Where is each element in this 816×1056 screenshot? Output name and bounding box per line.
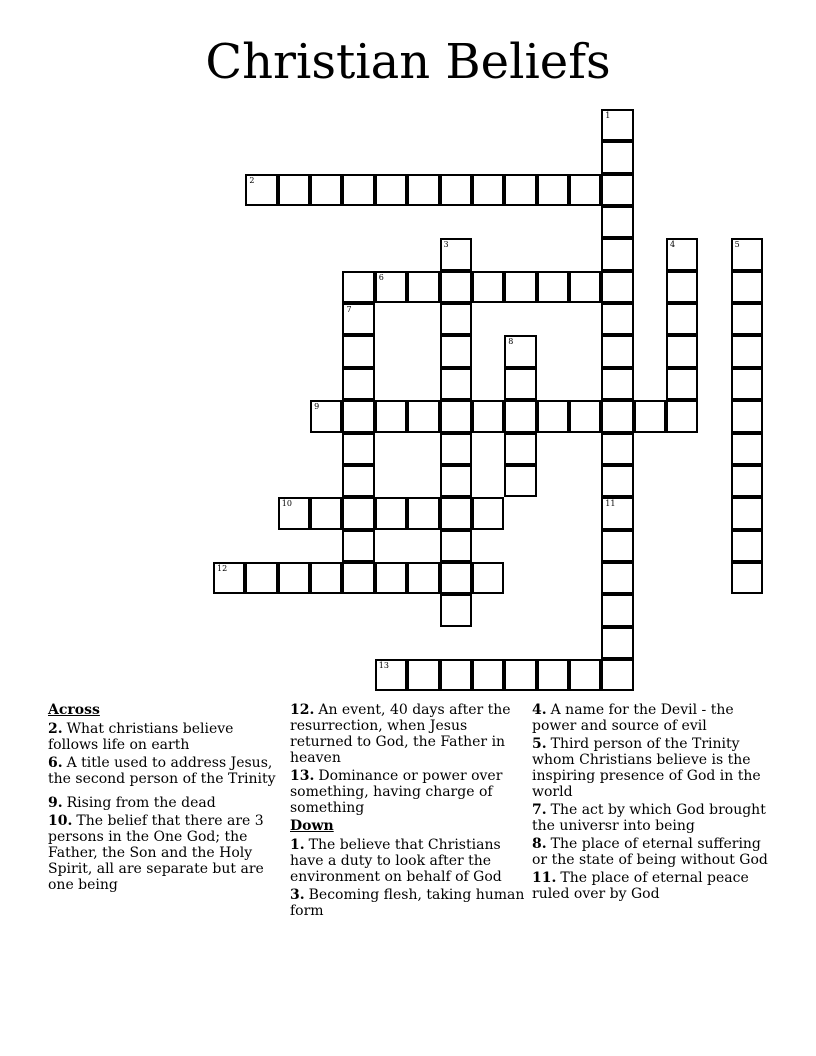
crossword-cell[interactable] xyxy=(666,335,698,367)
clue-number: 10 xyxy=(281,499,292,509)
crossword-cell[interactable] xyxy=(634,400,666,432)
crossword-cell[interactable] xyxy=(375,659,407,691)
crossword-cell[interactable] xyxy=(375,497,407,529)
crossword-cell[interactable] xyxy=(666,400,698,432)
crossword-cell[interactable] xyxy=(440,335,472,367)
crossword-cell[interactable] xyxy=(601,174,633,206)
crossword-cell[interactable] xyxy=(731,303,763,335)
crossword-cell[interactable] xyxy=(342,271,374,303)
clue-down-7: 7. The act by which God brought the universr into being xyxy=(532,802,766,834)
clue-number: 9 xyxy=(314,402,320,412)
crossword-cell[interactable] xyxy=(472,497,504,529)
crossword-cell[interactable] xyxy=(407,497,439,529)
crossword-cell[interactable] xyxy=(245,174,277,206)
crossword-cell[interactable] xyxy=(440,433,472,465)
crossword-cell[interactable] xyxy=(601,335,633,367)
crossword-cell[interactable] xyxy=(601,238,633,270)
crossword-cell[interactable] xyxy=(666,303,698,335)
clue-number: 11 xyxy=(605,499,616,509)
crossword-cell[interactable] xyxy=(440,303,472,335)
crossword-cell[interactable] xyxy=(342,174,374,206)
crossword-cell[interactable] xyxy=(601,141,633,173)
crossword-cell[interactable] xyxy=(601,271,633,303)
crossword-cell[interactable] xyxy=(375,174,407,206)
crossword-cell[interactable] xyxy=(342,400,374,432)
crossword-cell[interactable] xyxy=(375,562,407,594)
clue-down-11: 11. The place of eternal peace ruled over by God xyxy=(532,870,749,902)
crossword-cell[interactable] xyxy=(310,497,342,529)
clue-number: 6 xyxy=(378,272,384,282)
crossword-cell[interactable] xyxy=(569,271,601,303)
crossword-cell[interactable] xyxy=(504,659,536,691)
clue-number: 1 xyxy=(605,111,611,120)
crossword-cell[interactable] xyxy=(731,465,763,497)
crossword-cell[interactable] xyxy=(440,530,472,562)
crossword-cell[interactable] xyxy=(731,562,763,594)
crossword-cell[interactable] xyxy=(440,594,472,626)
clue-down-8: 8. The place of eternal suffering or the state of being without God xyxy=(532,836,768,868)
crossword-cell[interactable] xyxy=(342,465,374,497)
crossword-cell[interactable] xyxy=(731,238,763,270)
clue-number: 4 xyxy=(669,240,676,250)
crossword-cell[interactable] xyxy=(504,174,536,206)
clue-number: 3 xyxy=(443,240,449,250)
crossword-cell[interactable] xyxy=(440,465,472,497)
crossword-cell[interactable] xyxy=(310,400,342,432)
crossword-cell[interactable] xyxy=(342,562,374,594)
crossword-cell[interactable] xyxy=(342,433,374,465)
crossword-cell[interactable] xyxy=(731,335,763,367)
crossword-cell[interactable] xyxy=(375,400,407,432)
crossword-cell[interactable] xyxy=(601,530,633,562)
clue-down-3: 3. Becoming flesh, taking human form xyxy=(290,887,525,919)
crossword-cell[interactable] xyxy=(731,400,763,432)
clue-across-2: 2. What christians believe follows life on earth xyxy=(48,721,234,753)
crossword-cell[interactable] xyxy=(440,174,472,206)
crossword-cell[interactable] xyxy=(440,497,472,529)
crossword-cell[interactable] xyxy=(213,562,245,594)
clue-number: 13 xyxy=(378,660,389,670)
crossword-cell[interactable] xyxy=(601,368,633,400)
clue-down-5: 5. Third person of the Trinity whom Christians believe is the inspiring presence of God in the world xyxy=(532,736,761,800)
crossword-cell[interactable] xyxy=(731,433,763,465)
crossword-cell[interactable] xyxy=(342,335,374,367)
crossword-cell[interactable] xyxy=(601,206,633,238)
crossword-cell[interactable] xyxy=(731,497,763,529)
crossword-cell[interactable] xyxy=(407,400,439,432)
crossword-cell[interactable] xyxy=(601,562,633,594)
crossword-cell[interactable] xyxy=(407,659,439,691)
crossword-cell[interactable] xyxy=(537,400,569,432)
crossword-cell[interactable] xyxy=(504,335,536,367)
crossword-cell[interactable] xyxy=(472,562,504,594)
clue-down-4: 4. A name for the Devil - the power and source of evil xyxy=(532,702,734,734)
crossword-cell[interactable] xyxy=(278,497,310,529)
clue-number: 5 xyxy=(734,240,740,250)
crossword-cell[interactable] xyxy=(731,368,763,400)
crossword-cell[interactable] xyxy=(472,174,504,206)
crossword-cell[interactable] xyxy=(407,562,439,594)
crossword-cell[interactable] xyxy=(440,562,472,594)
clue-across-9: 9. Rising from the dead xyxy=(48,795,216,811)
crossword-cell[interactable] xyxy=(731,530,763,562)
crossword-cell[interactable] xyxy=(504,368,536,400)
crossword-cell[interactable] xyxy=(537,174,569,206)
crossword-cell[interactable] xyxy=(472,400,504,432)
crossword-cell[interactable] xyxy=(601,627,633,659)
crossword-cell[interactable] xyxy=(278,562,310,594)
clue-number: 12 xyxy=(217,563,228,573)
crossword-cell[interactable] xyxy=(375,271,407,303)
clue-number: 7 xyxy=(346,305,352,315)
clue-across-12: 12. An event, 40 days after the resurrection, when Jesus returned to God, the Father in heaven xyxy=(290,702,511,766)
clue-across-10: 10. The belief that there are 3 persons in the One God; the Father, the Son and the Holy Spirit, all are separate but are one being xyxy=(48,813,264,893)
crossword-cell[interactable] xyxy=(407,271,439,303)
crossword-cell[interactable] xyxy=(245,562,277,594)
clues-column-2 xyxy=(290,702,526,921)
crossword-cell[interactable] xyxy=(440,400,472,432)
clue-number: 8 xyxy=(508,337,514,347)
crossword-cell[interactable] xyxy=(342,530,374,562)
clue-across-6: 6. A title used to address Jesus, the second person of the Trinity xyxy=(48,755,276,787)
across-heading: Across xyxy=(48,702,100,718)
crossword-cell[interactable] xyxy=(537,659,569,691)
crossword-cell[interactable] xyxy=(666,271,698,303)
crossword-cell[interactable] xyxy=(537,271,569,303)
crossword-cell[interactable] xyxy=(440,659,472,691)
crossword-cell[interactable] xyxy=(666,238,698,270)
crossword-cell[interactable] xyxy=(407,174,439,206)
clues-column-1 xyxy=(48,702,284,895)
crossword-cell[interactable] xyxy=(310,174,342,206)
clue-down-1: 1. The believe that Christians have a duty to look after the environment on behalf of God xyxy=(290,837,502,885)
clues-column-3 xyxy=(532,702,768,904)
crossword-cell[interactable] xyxy=(601,659,633,691)
crossword-cell[interactable] xyxy=(666,368,698,400)
crossword-cell[interactable] xyxy=(504,271,536,303)
crossword-cell[interactable] xyxy=(601,594,633,626)
crossword-cell[interactable] xyxy=(731,271,763,303)
crossword-cell[interactable] xyxy=(472,659,504,691)
crossword-cell[interactable] xyxy=(310,562,342,594)
crossword-cell[interactable] xyxy=(601,303,633,335)
crossword-cell[interactable] xyxy=(569,174,601,206)
crossword-cell[interactable] xyxy=(342,368,374,400)
crossword-cell[interactable] xyxy=(601,433,633,465)
crossword-cell[interactable] xyxy=(601,497,633,529)
crossword-cell[interactable] xyxy=(440,368,472,400)
crossword-cell[interactable] xyxy=(569,400,601,432)
crossword-cell[interactable] xyxy=(440,271,472,303)
page-title: Christian Beliefs xyxy=(205,34,611,90)
crossword-cell[interactable] xyxy=(601,400,633,432)
clue-across-13: 13. Dominance or power over something, having charge of something xyxy=(290,768,503,816)
clue-number: 2 xyxy=(249,175,255,185)
down-heading: Down xyxy=(290,818,334,834)
crossword-cell[interactable] xyxy=(472,271,504,303)
crossword-cell[interactable] xyxy=(504,400,536,432)
crossword-cell[interactable] xyxy=(504,465,536,497)
crossword-cell[interactable] xyxy=(342,497,374,529)
crossword-cell[interactable] xyxy=(278,174,310,206)
crossword-cell[interactable] xyxy=(601,109,633,141)
crossword-cell[interactable] xyxy=(504,433,536,465)
crossword-cell[interactable] xyxy=(569,659,601,691)
crossword-cell[interactable] xyxy=(601,465,633,497)
crossword-cell[interactable] xyxy=(440,238,472,270)
crossword-cell[interactable] xyxy=(342,303,374,335)
